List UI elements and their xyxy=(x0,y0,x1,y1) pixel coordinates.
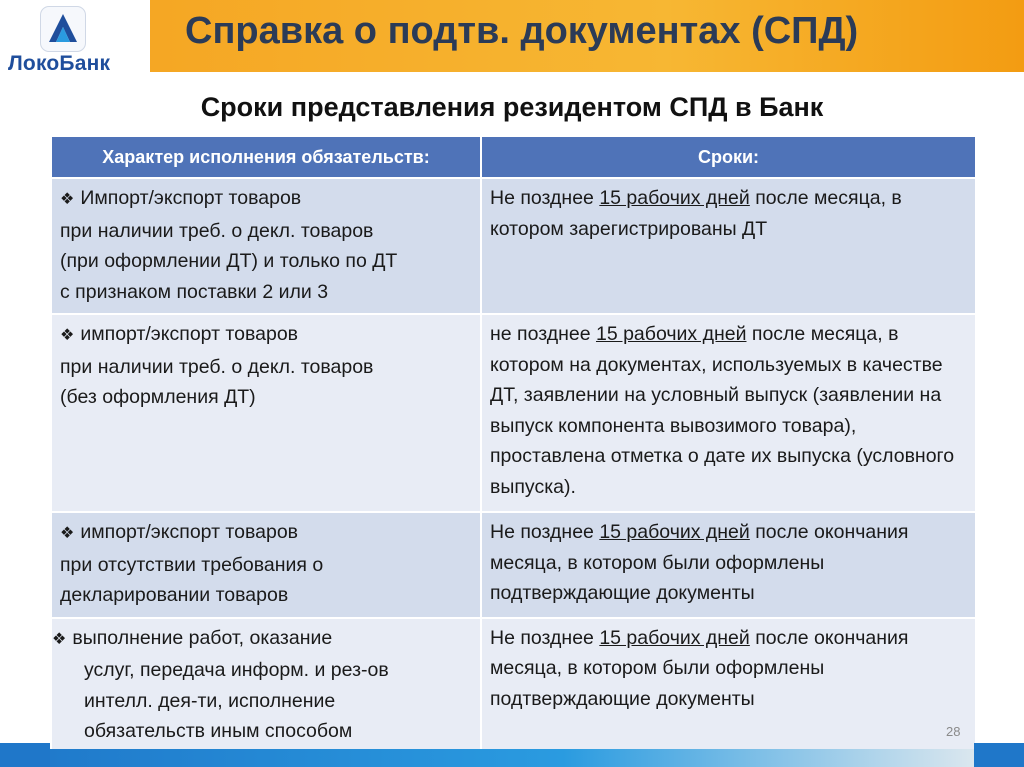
deadline-emphasis: 15 рабочих дней xyxy=(599,187,750,209)
slide-title: Справка о подтв. документах (СПД) xyxy=(185,10,859,52)
table-row xyxy=(51,618,976,754)
deadline-emphasis: 15 рабочих дней xyxy=(595,323,747,345)
deadline-cell: Не позднее 15 рабочих дней после окончания месяца, в котором были оформлены подтверждающие документы xyxy=(481,512,976,618)
obligation-cell: ❖ Импорт/экспорт товаров при наличии треб. о декл. товаров (при оформлении ДТ) и только по ДТ с признаком поставки 2 или 3 xyxy=(51,178,481,314)
logo xyxy=(0,0,150,90)
obligation-cell: ❖ импорт/экспорт товаров при отсутствии требования о декларировании товаров xyxy=(51,512,481,618)
footer-bar xyxy=(0,749,1024,767)
diamond-bullet-icon: ❖ xyxy=(60,327,75,344)
deadline-emphasis: 15 рабочих дней xyxy=(599,626,750,649)
table-row xyxy=(51,314,976,512)
obligation-cell: ❖ импорт/экспорт товаров при наличии треб. о декл. товаров (без оформления ДТ) xyxy=(51,314,481,512)
footer-accent-right xyxy=(974,743,1024,767)
footer-accent-left xyxy=(0,743,50,767)
slide-subtitle: Сроки представления резидентом СПД в Банк xyxy=(200,92,824,122)
column-header-obligation: Характер исполнения обязательств: xyxy=(51,137,481,178)
page-number: 28 xyxy=(946,724,961,739)
diamond-bullet-icon: ❖ xyxy=(60,525,75,542)
deadline-cell: Не позднее 15 рабочих дней после окончания месяца, в котором были оформлены подтверждающие документы xyxy=(481,618,976,754)
logo-text: ЛокоБанк xyxy=(8,52,111,75)
deadline-cell: не позднее 15 рабочих дней после месяца, в котором на документах, используемых в качестве ДТ, заявлении на условный выпуск (заявлении на выпуск компонента вывозимого товара), проставлена отметка о дате их выпуска (условного выпуска). xyxy=(481,314,976,512)
diamond-bullet-icon: ❖ xyxy=(60,191,75,208)
table-row xyxy=(51,178,976,314)
table-row xyxy=(51,512,976,618)
deadline-emphasis: 15 рабочих дней xyxy=(599,521,750,543)
diamond-bullet-icon: ❖ xyxy=(52,630,67,648)
deadline-cell: Не позднее 15 рабочих дней после месяца, в котором зарегистрированы ДТ xyxy=(481,178,976,314)
column-header-deadline: Сроки: xyxy=(481,137,976,178)
obligation-cell: ❖ выполнение работ, оказание услуг, передача информ. и рез-ов интелл. дея-ти, исполнение обязательств иным способом xyxy=(51,618,481,754)
table-header-row xyxy=(51,137,976,178)
lokobank-logo-icon xyxy=(40,6,86,52)
deadlines-table xyxy=(50,137,977,755)
